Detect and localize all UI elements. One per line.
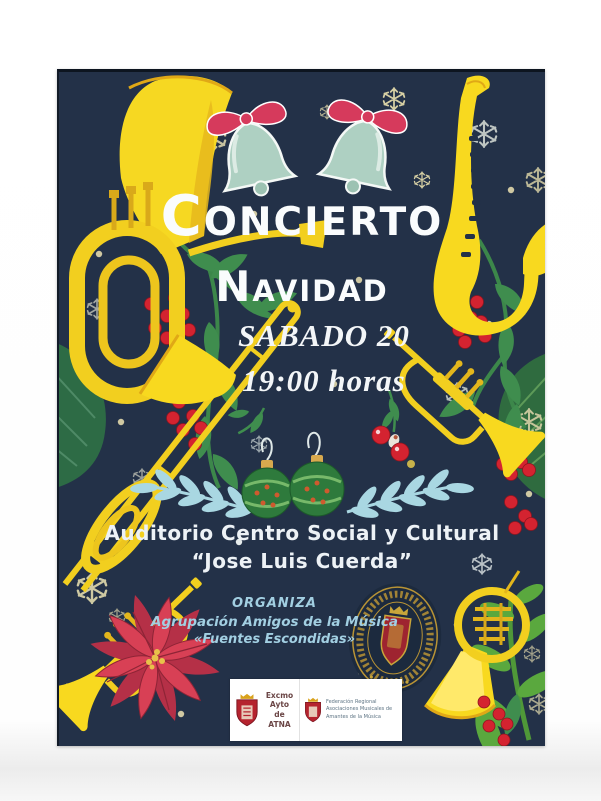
venue-block <box>59 519 545 575</box>
christmas-concert-poster <box>57 69 545 746</box>
organizer-label: ORGANIZA <box>232 596 317 611</box>
poster-subtitle: Navidad <box>215 262 389 311</box>
organizer-subname: «Fuentes Escondidas» <box>193 632 356 647</box>
town-hall-text: Excmo Ayto de ATNA <box>265 690 294 729</box>
town-hall-logo <box>230 679 300 741</box>
sponsor-logos <box>230 679 402 741</box>
federation-text: Federación Regional Asociaciones Musicales de Amantes de la Música <box>326 698 393 720</box>
poster-title: Concierto <box>160 184 444 249</box>
event-date: SABADO 20 <box>238 318 410 353</box>
venue-name: Auditorio Centro Social y Cultural <box>104 521 500 545</box>
federation-crest-icon <box>304 697 322 723</box>
federation-logo <box>300 679 402 741</box>
event-time: 19:00 horas <box>242 362 406 398</box>
organizer-name: Agrupación Amigos de la Música <box>151 614 398 630</box>
venue-hall: “Jose Luis Cuerda” <box>191 549 413 573</box>
organizer-block <box>77 596 472 647</box>
date-time-block <box>159 314 489 404</box>
town-crest-icon <box>235 693 259 727</box>
